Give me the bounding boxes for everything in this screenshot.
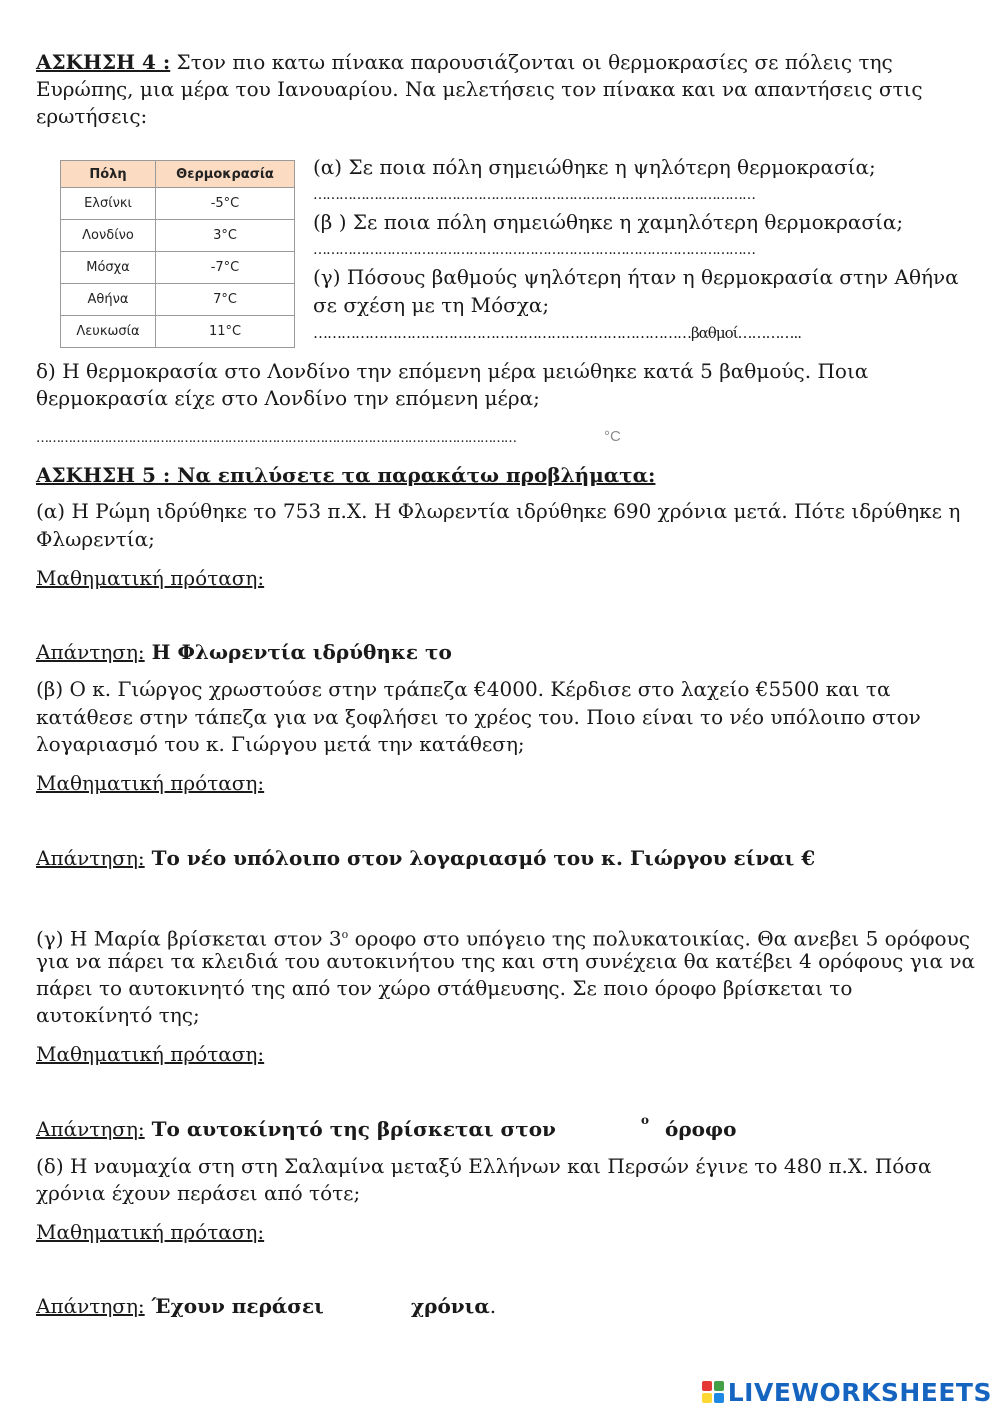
ordinal-superscript: ο <box>341 928 349 941</box>
table-header-row <box>61 161 295 188</box>
problem-c-line2: για να πάρει τα κλειδιά του αυτοκινήτου της και στη συνέχεια θα κατέβει 4 ορόφους για να <box>36 949 976 973</box>
table-cell-city: Λευκωσία <box>61 316 156 348</box>
answer-c-dots[interactable]: ………………………………………………………………………βαθμοί………….. <box>313 324 802 342</box>
table-cell-city: Αθήνα <box>61 284 156 316</box>
problem-b-line3: λογαριασμό του κ. Γιώργου μετά την κατάθεση; <box>36 732 525 756</box>
table-row <box>61 220 295 252</box>
question-c-line1: (γ) Πόσους βαθμούς ψηλότερη ήταν η θερμοκρασία στην Αθήνα <box>313 265 959 289</box>
question-a: (α) Σε ποια πόλη σημειώθηκε η ψηλότερη θερμοκρασία; <box>313 155 876 179</box>
problem-c-math-label: Μαθηματική πρόταση: <box>36 1042 265 1066</box>
problem-a-math-label: Μαθηματική πρόταση: <box>36 566 265 590</box>
table-cell-temperature: 7°C <box>156 284 295 316</box>
table-header-temperature: Θερμοκρασία <box>156 161 295 188</box>
answer-c-superscript: ο <box>641 1113 650 1127</box>
table-cell-temperature: -7°C <box>156 252 295 284</box>
answer-label: Απάντηση: <box>36 1294 145 1318</box>
table-row <box>61 284 295 316</box>
exercise4-intro-line3: ερωτήσεις: <box>36 104 148 128</box>
answer-text: Η Φλωρεντία ιδρύθηκε το <box>144 640 452 664</box>
question-d-line1: δ) Η θερμοκρασία στο Λονδίνο την επόμενη μέρα μειώθηκε κατά 5 βαθμούς. Ποια <box>36 359 869 383</box>
problem-a-answer <box>36 639 452 666</box>
exercise4-intro-line2: Ευρώπης, μια μέρα του Ιανουαρίου. Να μελετήσεις τον πίνακα και να απαντήσεις στις <box>36 77 923 101</box>
answer-d-unit: °C <box>604 428 621 445</box>
problem-b-line1: (β) Ο κ. Γιώργος χρωστούσε στην τράπεζα €4000. Κέρδισε στο λαχείο €5500 και τα <box>36 677 891 701</box>
exercise4-intro-text: Στον πιο κατω πίνακα παρουσιάζονται οι θερμοκρασίες σε πόλεις της <box>170 50 893 74</box>
problem-c-line4: αυτοκίνητό της; <box>36 1003 200 1027</box>
answer-text: Το νέο υπόλοιπο στον λογαριασμό του κ. Γιώργου είναι € <box>144 846 816 870</box>
answer-label: Απάντηση: <box>36 846 145 870</box>
problem-c-text: οροφο στο υπόγειο της πολυκατοικίας. Θα ανεβει 5 ορόφους <box>348 926 970 951</box>
answer-b-dots[interactable]: ………………………………………………………………………………………… <box>313 242 755 258</box>
exercise5-title: ΑΣΚΗΣΗ 5 : Να επιλύσετε τα παρακάτω προβλήματα: <box>36 463 656 487</box>
table-cell-city: Λονδίνο <box>61 220 156 252</box>
table-row <box>61 188 295 220</box>
problem-d-line1: (δ) Η ναυμαχία στη στη Σαλαμίνα μεταξύ Ελλήνων και Περσών έγινε το 480 π.Χ. Πόσα <box>36 1154 932 1178</box>
table-cell-temperature: 11°C <box>156 316 295 348</box>
table-header-city: Πόλη <box>61 161 156 188</box>
table-cell-city: Ελσίνκι <box>61 188 156 220</box>
problem-c-answer <box>36 1116 556 1143</box>
answer-text: χρόνια <box>411 1294 490 1318</box>
answer-c-end: όροφο <box>665 1117 737 1141</box>
problem-b-answer <box>36 845 815 872</box>
problem-d-line2: χρόνια έχουν περάσει από τότε; <box>36 1181 361 1205</box>
logo-square <box>714 1381 724 1391</box>
problem-c-text: (γ) Η Μαρία βρίσκεται στον 3 <box>36 926 342 951</box>
liveworksheets-logo <box>702 1377 992 1407</box>
table-cell-temperature: 3°C <box>156 220 295 252</box>
problem-b-line2: κατάθεσε στην τάπεζα για να ξοφλήσει το χρέος του. Ποιο είναι το νέο υπόλοιπο στον <box>36 705 921 729</box>
answer-d-dots[interactable]: ………………………………………………………………………………………………………… <box>36 431 516 446</box>
problem-a-line1: (α) Η Ρώμη ιδρύθηκε το 753 π.Χ. Η Φλωρεντία ιδρύθηκε 690 χρόνια μετά. Πότε ιδρύθηκε η <box>36 499 961 523</box>
answer-label: Απάντηση: <box>36 640 145 664</box>
temperature-table <box>60 160 295 348</box>
table-row <box>61 252 295 284</box>
question-c-line2: σε σχέση με τη Μόσχα; <box>313 293 550 317</box>
question-d-line2: θερμοκρασία είχε στο Λονδίνο την επόμενη μέρα; <box>36 386 540 410</box>
exercise4-intro-line1 <box>36 49 893 76</box>
question-b: (β ) Σε ποια πόλη σημειώθηκε η χαμηλότερη θερμοκρασία; <box>313 210 904 234</box>
logo-square <box>702 1393 712 1403</box>
answer-d-end <box>411 1293 496 1320</box>
exercise4-title: ΑΣΚΗΣΗ 4 : <box>36 50 171 74</box>
table-row <box>61 316 295 348</box>
table-cell-temperature: -5°C <box>156 188 295 220</box>
answer-period: . <box>489 1294 497 1318</box>
answer-label: Απάντηση: <box>36 1117 145 1141</box>
table-cell-city: Μόσχα <box>61 252 156 284</box>
problem-c-line3: πάρει το αυτοκινητό της από τον χώρο στάθμευσης. Σε ποιο όροφο βρίσκεται το <box>36 976 853 1000</box>
logo-grid-icon <box>702 1381 724 1403</box>
logo-text: LIVEWORKSHEETS <box>727 1377 992 1407</box>
answer-text: Το αυτοκίνητό της βρίσκεται στον <box>144 1117 556 1141</box>
problem-a-line2: Φλωρεντία; <box>36 527 155 551</box>
problem-b-math-label: Μαθηματική πρόταση: <box>36 771 265 795</box>
logo-square <box>714 1393 724 1403</box>
problem-d-answer <box>36 1293 324 1320</box>
problem-d-math-label: Μαθηματική πρόταση: <box>36 1220 265 1244</box>
answer-text: Έχουν περάσει <box>144 1294 324 1318</box>
answer-a-dots[interactable]: ………………………………………………………………………………………… <box>313 187 755 203</box>
logo-square <box>702 1381 712 1391</box>
